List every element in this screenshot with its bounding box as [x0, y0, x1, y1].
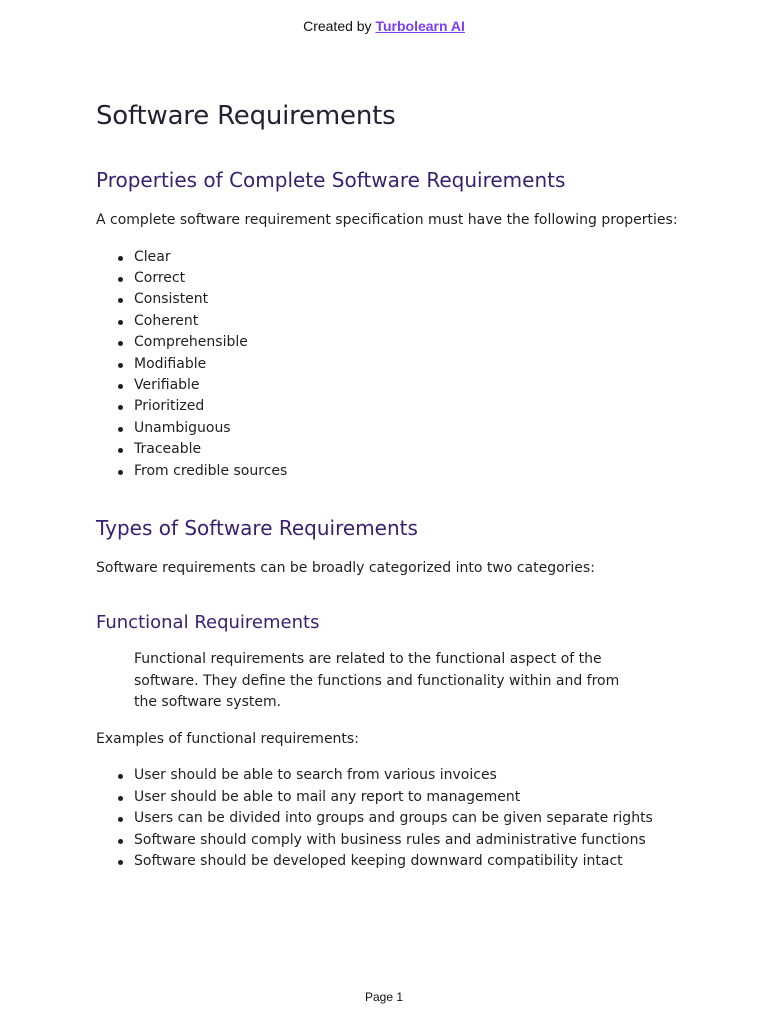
list-item: Clear: [134, 247, 696, 268]
document-body: [96, 96, 696, 873]
list-item: Comprehensible: [134, 332, 696, 353]
functional-quote: Functional requirements are related to the functional aspect of the software. They define the functions and functionality within and from the software system.: [134, 651, 620, 711]
page-number: Page 1: [364, 990, 404, 1004]
created-by-text: Created by: [303, 18, 372, 34]
list-item: Prioritized: [134, 396, 696, 417]
examples-list: [96, 765, 696, 872]
list-item: From credible sources: [134, 461, 696, 482]
list-item: User should be able to mail any report to management: [134, 787, 696, 808]
list-item: Modifiable: [134, 354, 696, 375]
list-item: Software should be developed keeping downward compatibility intact: [134, 851, 696, 872]
list-item: Unambiguous: [134, 418, 696, 439]
functional-heading: Functional Requirements: [96, 612, 320, 634]
types-intro: Software requirements can be broadly categorized into two categories:: [96, 559, 595, 576]
list-item: Consistent: [134, 289, 696, 310]
properties-heading: Properties of Complete Software Requirements: [96, 168, 566, 192]
list-item: Correct: [134, 268, 696, 289]
page-title: Software Requirements: [96, 101, 396, 131]
turbolearn-link[interactable]: Turbolearn AI: [375, 18, 465, 34]
properties-intro: A complete software requirement specification must have the following properties:: [96, 212, 678, 228]
list-item: User should be able to search from various invoices: [134, 765, 696, 786]
list-item: Traceable: [134, 439, 696, 460]
examples-label: Examples of functional requirements:: [96, 730, 359, 747]
list-item: Coherent: [134, 311, 696, 332]
properties-list: [96, 247, 696, 482]
list-item: Users can be divided into groups and groups can be given separate rights: [134, 808, 696, 829]
types-heading: Types of Software Requirements: [96, 515, 418, 540]
list-item: Software should comply with business rules and administrative functions: [134, 830, 696, 851]
created-by-header: [0, 18, 768, 34]
list-item: Verifiable: [134, 375, 696, 396]
